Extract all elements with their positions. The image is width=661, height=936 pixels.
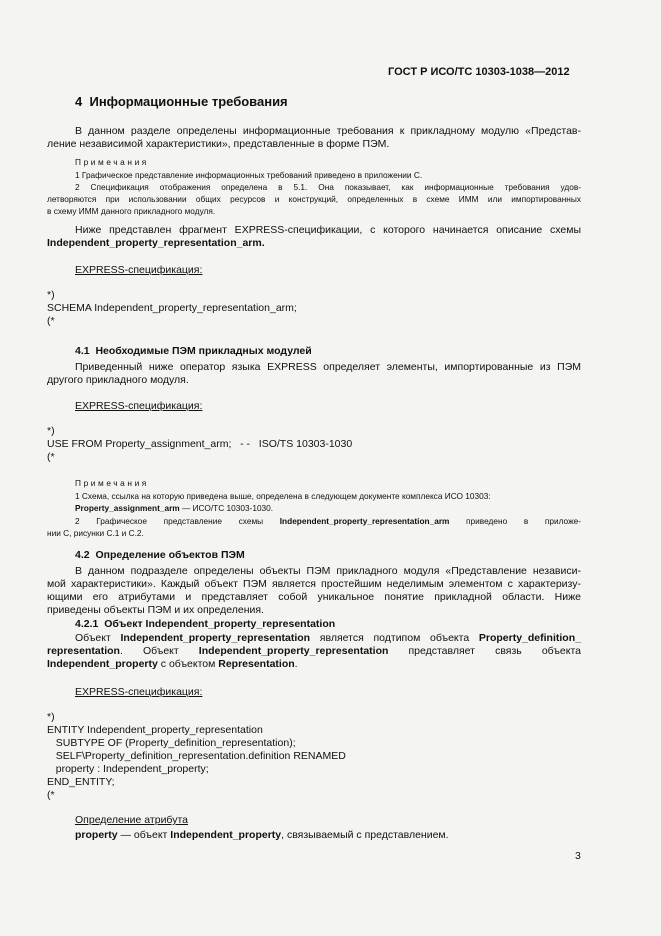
schema-reference: Independent_property_representation_arm xyxy=(279,516,450,526)
paragraph-line: приведены объекты ПЭМ и их определения. xyxy=(47,604,264,616)
note-line: Property_assignment_arm — ИСО/ТС 10303-1030. xyxy=(75,503,274,513)
paragraph-line: Independent_property с объектом Representation. xyxy=(47,658,298,670)
subsection-title: Определение объектов ПЭМ xyxy=(95,549,245,561)
note-line: в схему ИММ данного прикладного модуля. xyxy=(47,206,216,216)
attribute-definition-title: Определение атрибута xyxy=(75,814,188,826)
code-line: (* xyxy=(47,451,55,463)
intro-line-2: ление независимой характеристики», представленные в форме ПЭМ. xyxy=(47,138,390,150)
note-line: 2 Спецификация отображения определена в 5.1. Она показывает, как информационные требования удов- xyxy=(75,182,581,192)
paragraph-line: ющими его атрибутами и представляет собой уникальное понятие прикладной области. Ниже xyxy=(47,591,581,603)
subsection-title: Необходимые ПЭМ прикладных модулей xyxy=(95,345,312,357)
notes-title: Примечания xyxy=(75,478,149,488)
paragraph-line: Приведенный ниже оператор языка EXPRESS определяет элементы, импортированные из ПЭМ xyxy=(75,361,581,373)
code-line: *) xyxy=(47,289,55,301)
note-line: нии С, рисунки С.1 и С.2. xyxy=(47,528,144,538)
code-line: SELF\Property_definition_representation.definition RENAMED xyxy=(47,750,346,762)
express-label: EXPRESS-спецификация: xyxy=(75,400,203,412)
code-line: (* xyxy=(47,315,55,327)
code-line: SUBTYPE OF (Property_definition_representation); xyxy=(47,737,296,749)
section-heading xyxy=(75,94,288,109)
fragment-line-1: Ниже представлен фрагмент EXPRESS-спецификации, с которого начинается описание схемы xyxy=(75,224,581,236)
subsection-number: 4.2 xyxy=(75,549,90,561)
code-line: END_ENTITY; xyxy=(47,776,115,788)
code-line: *) xyxy=(47,425,55,437)
paragraph-line: мой характеристики». Каждый объект ПЭМ является простейшим неделимым элементом с характеризу- xyxy=(47,578,581,590)
subsection-heading-4-2 xyxy=(75,549,245,562)
paragraph-line: Объект Independent_property_representation является подтипом объекта Property_definition_ xyxy=(75,632,581,644)
code-line: *) xyxy=(47,711,55,723)
note-line: 1 Схема, ссылка на которую приведена выше, определена в следующем документе комплекса ИСО 10303: xyxy=(75,491,491,501)
subsection-heading-4-1 xyxy=(75,345,312,358)
express-label: EXPRESS-спецификация: xyxy=(75,264,203,276)
page-number: 3 xyxy=(575,850,581,862)
subsection-number: 4.2.1 xyxy=(75,618,99,630)
section-number: 4 xyxy=(75,94,83,109)
paragraph-line: representation. Объект Independent_property_representation представляет связь объекта xyxy=(47,645,581,657)
entity-name: Independent_property_representation xyxy=(145,618,336,630)
note-line: 1 Графическое представление информационных требований приведено в приложении С. xyxy=(75,170,423,180)
subsection-number: 4.1 xyxy=(75,345,90,357)
code-line: USE FROM Property_assignment_arm; - - ISO/TS 10303-1030 xyxy=(47,438,353,450)
note-line: 2 Графическое представление схемы Independent_property_representation_arm приведено в приложе- xyxy=(75,516,581,526)
notes-title: Примечания xyxy=(75,157,149,167)
fragment-line-2: Independent_property_representation_arm. xyxy=(47,237,265,249)
code-line: (* xyxy=(47,789,55,801)
code-line: SCHEMA Independent_property_representation_arm; xyxy=(47,302,297,314)
code-line: property : Independent_property; xyxy=(47,763,209,775)
express-label: EXPRESS-спецификация: xyxy=(75,686,203,698)
attribute-definition: property — объект Independent_property, связываемый с представлением. xyxy=(75,829,449,841)
section-title: Информационные требования xyxy=(89,94,288,109)
note-line: летворяются при использовании общих ресурсов и конструкций, определенных в схеме ИММ или импортированных xyxy=(47,194,581,204)
document-code: ГОСТ Р ИСО/ТС 10303-1038—2012 xyxy=(388,66,570,78)
paragraph-line: другого прикладного модуля. xyxy=(47,374,189,386)
code-line: ENTITY Independent_property_representation xyxy=(47,724,263,736)
paragraph-line: В данном подразделе определены объекты ПЭМ прикладного модуля «Представление независи- xyxy=(75,565,581,577)
module-reference: Property_assignment_arm xyxy=(75,503,180,513)
attribute-name: property xyxy=(75,829,118,841)
intro-line-1: В данном разделе определены информационные требования к прикладному модулю «Представ- xyxy=(75,125,581,137)
subsection-heading-4-2-1: 4.2.1 Объект Independent_property_representation xyxy=(75,618,336,630)
